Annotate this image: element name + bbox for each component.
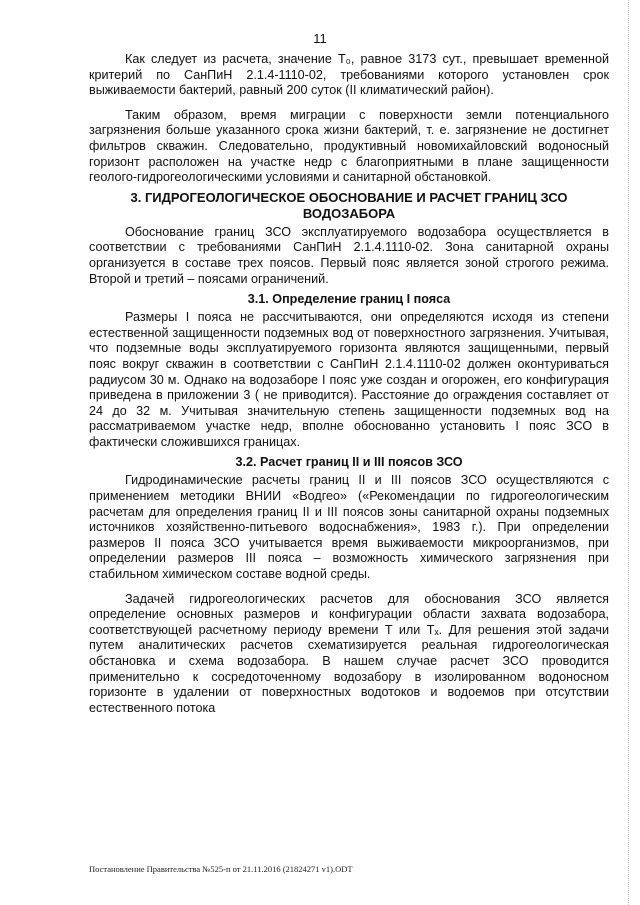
document-footer: Постановление Правительства №525-п от 21.11.2016 (21824271 v1).ODT [89,864,353,874]
section-3-2-paragraph-1: Гидродинамические расчеты границ II и III поясов ЗСО осуществляются с применением методики ВНИИ «Водгео» («Рекомендации по гидрогеологическим расчетам для определения границ II и III поясов зоны санитарной охраны подземных источников хозяйственно-питьевого водоснабжения», 1983 г.). При определении размеров II пояса ЗСО учитывается время выживаемости микроорганизмов, при определении размеров III пояса – возможность химического загрязнения при стабильном химическом составе водной среды. [89,473,609,582]
section-3-1-paragraph: Размеры I пояса не рассчитываются, они определяются исходя из степени естественной защищенности подземных вод от поверхностного загрязнения. Учитывая, что подземные воды эксплуатируемого горизонта являются защищенными, первый пояс вокруг скважин в соответствии с СанПиН 2.1.4.1110-02 должен оконтуриваться радиусом 30 м. Однако на водозаборе I пояс уже создан и огорожен, его конфигурация приведена в приложении 3 ( не приводится). Расстояние до ограждения составляет от 24 до 32 м. Учитывая значительную степень защищенности подземных вод на рассматриваемом участке недр, вполне обоснованно установить I пояс ЗСО в фактически сложившихся границах. [89,310,609,449]
section-3-2-title: 3.2. Расчет границ II и III поясов ЗСО [235,455,463,470]
intro-paragraph-2: Таким образом, время миграции с поверхности земли потенциального загрязнения больше указанного срока жизни бактерий, т. е. загрязнение не достигнет фильтров скважин. Следовательно, продуктивный новомихайловский водоносный горизонт расположен на участке недр с благоприятными в плане защищенности геолого-гидрогеологическими условиями и санитарной обстановкой. [89,107,609,185]
page-margin-line [628,0,630,905]
section-3-1-title: 3.1. Определение границ I пояса [247,292,451,307]
document-body [89,52,609,725]
intro-paragraph-1: Как следует из расчета, значение T₀, равное 3173 сут., превышает временной критерий по СанПиН 2.1.4-1110-02, требованиями которого установлен срок выживаемости бактерий, равный 200 суток (II климатический район). [89,52,609,98]
section-3-title: 3. ГИДРОГЕОЛОГИЧЕСКОЕ ОБОСНОВАНИЕ И РАСЧЕТ ГРАНИЦ ЗСО ВОДОЗАБОРА [130,189,568,221]
section-3-2-paragraph-2: Задачей гидрогеологических расчетов для обоснования ЗСО является определение основных размеров и конфигурации области захвата водозабора, соответствующей расчетному периоду времени T или Tₓ. Для решения этой задачи путем аналитических расчетов схематизируется реальная гидрогеологическая обстановка и схема водозабора. В нашем случае расчет ЗСО проводится применительно к сосредоточенному водозабору в изолированном водоносном горизонте в удалении от поверхностных водотоков и водоемов при отсутствии естественного потока [89,591,609,715]
page-number: 11 [313,31,327,46]
section-3-paragraph: Обоснование границ ЗСО эксплуатируемого водозабора осуществляется в соответствии с требованиями СанПиН 2.1.4.1110-02. Зона санитарной охраны организуется в составе трех поясов. Первый пояс является зоной строгого режима. Второй и третий – поясами ограничений. [89,224,609,286]
